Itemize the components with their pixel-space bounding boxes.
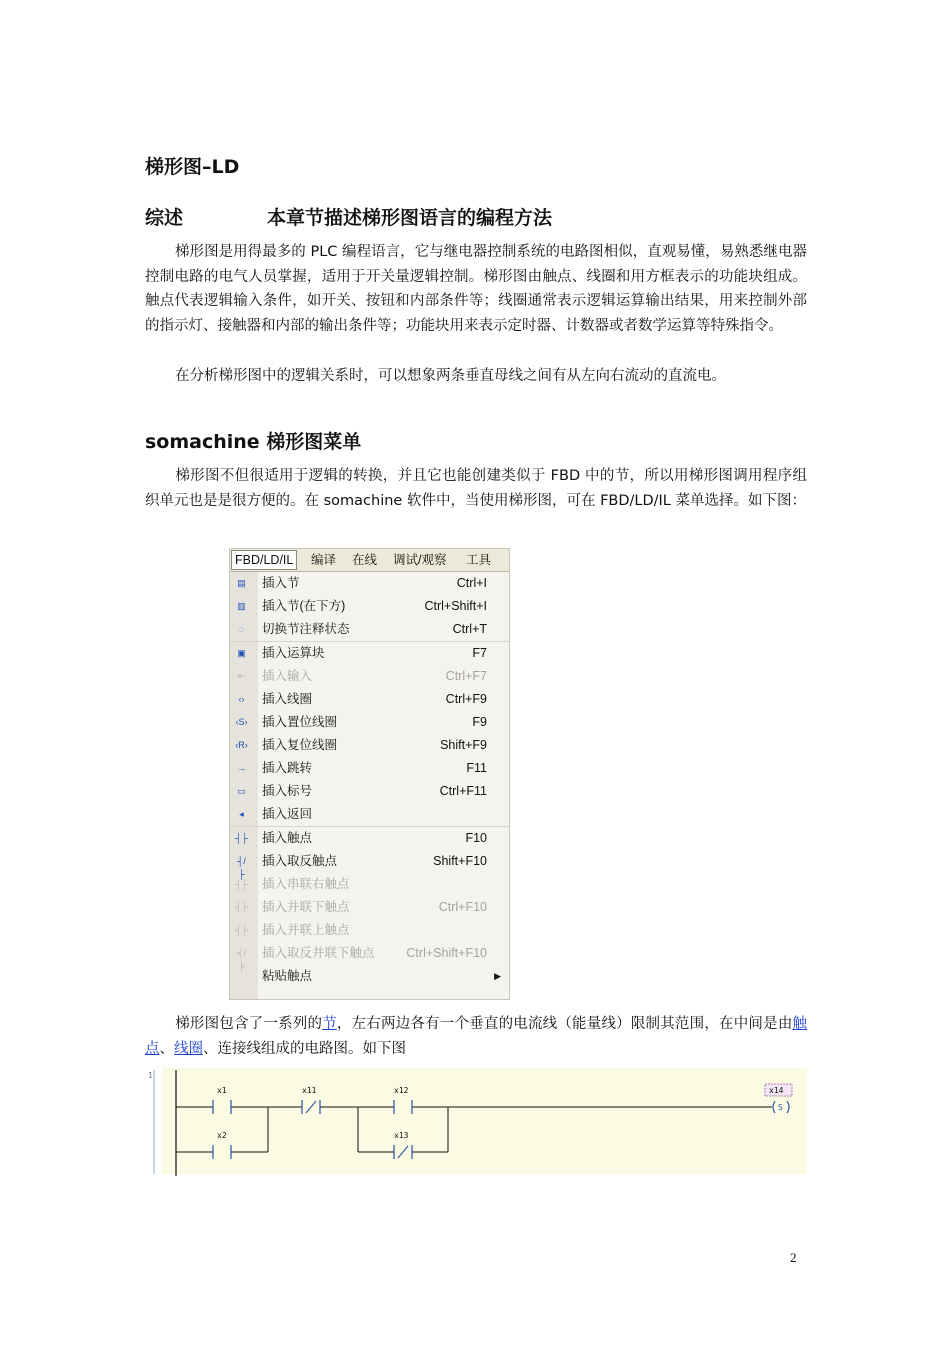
fbd-ld-il-menu-screenshot [229, 548, 510, 1000]
menu-item-shortcut: Ctrl+F7 [445, 669, 487, 683]
return-icon: ◂ [239, 809, 244, 819]
menu-item-label: 插入取反触点 [262, 854, 338, 868]
menu-item-label: 插入输入 [262, 669, 313, 683]
menu-item[interactable] [230, 595, 509, 618]
menu-item-label: 插入返回 [262, 807, 313, 821]
negated-parallel-icon: ╡/╞ [237, 948, 246, 971]
menu-item-shortcut: Ctrl+Shift+F10 [406, 946, 487, 960]
menu-item-shortcut: F9 [472, 715, 487, 729]
menu-item [230, 665, 509, 688]
current-text: 在分析梯形图中的逻辑关系时，可以想象两条垂直母线之间有从左向右流动的直流电。 [175, 368, 726, 384]
overview-heading [145, 203, 553, 230]
menu-item [230, 919, 509, 942]
series-contact-icon: ┤├ [235, 879, 248, 889]
insert-box-icon: ▣ [237, 648, 246, 658]
overview-label: 综述 [145, 207, 184, 229]
ladder-text-c: 、连接线组成的电路图。如下图 [203, 1040, 406, 1057]
intro-text: 梯形图是用得最多的 PLC 编程语言，它与继电器控制系统的电路图相似，直观易懂，易熟悉继电器控制电路的电气人员掌握，适用于开关量逻辑控制。梯形图由触点、线圈和用方框表示的功能块组成。触点代表逻辑输入条件，如开关、按钮和内部条件等；线圈通常表示逻辑运算输出结果，用来控制外部的指示灯、接触器和内部的输出条件等；功能块用来表示定时器、计数器或者数学运算等特殊指令。 [145, 244, 807, 334]
label-icon: ▭ [237, 786, 246, 796]
parallel-above-icon: ╡╞ [235, 925, 248, 935]
menu-online[interactable]: 在线 [352, 553, 378, 567]
ladder-background [162, 1068, 807, 1174]
menu-compile[interactable]: 编译 [311, 553, 337, 567]
ladder-svg [145, 1068, 807, 1178]
menu-item-label: 插入并联上触点 [262, 923, 350, 937]
menu-fbd-ld-il[interactable]: FBD/LD/IL [231, 550, 297, 570]
contact-label: x13 [394, 1131, 409, 1140]
set-coil-icon: ‹S› [235, 717, 248, 727]
menu-item-shortcut: Shift+F9 [440, 738, 487, 752]
page-title: 梯形图–LD [145, 156, 240, 178]
menu-item-label: 插入节 [262, 576, 300, 590]
menu-item[interactable] [230, 850, 509, 879]
menu-item-shortcut: F11 [466, 761, 487, 775]
menu-item-label: 插入线圈 [262, 692, 313, 706]
ladder-text-a: 梯形图包含了一系列的 [175, 1016, 323, 1032]
menu-item[interactable] [230, 757, 509, 780]
menu-item[interactable] [230, 688, 509, 711]
menu-bar [230, 549, 509, 572]
menu-item[interactable] [230, 780, 509, 803]
menu-item-label: 插入复位线圈 [262, 738, 338, 752]
menu-item-label: 插入运算块 [262, 646, 325, 660]
menu-item-label: 插入节(在下方) [262, 599, 346, 613]
menu-item[interactable] [230, 826, 509, 850]
contact-label: x2 [217, 1131, 227, 1140]
menu-item [230, 873, 509, 896]
menu-debug-watch[interactable]: 调试/观察 [393, 553, 447, 567]
coil-label: x14 [769, 1086, 784, 1095]
menu-list [230, 572, 509, 988]
coil-type-label: S [778, 1103, 783, 1112]
contact-label: x11 [302, 1086, 317, 1095]
page-number: 2 [790, 1250, 797, 1265]
rung-number: 1 [148, 1071, 153, 1080]
menu-item [230, 896, 509, 919]
contact-label: x1 [217, 1086, 227, 1095]
menu-item-shortcut: Ctrl+T [452, 622, 487, 636]
ladder-text-b: ，左右两边各有一个垂直的电流线（能量线）限制其范围，在中间是由 [336, 1016, 793, 1032]
jump-icon: → [237, 763, 246, 773]
menu-item-shortcut: F7 [472, 646, 487, 660]
parallel-below-icon: ╡╞ [235, 902, 248, 912]
insert-input-icon: ⇤ [237, 671, 246, 681]
coil-link[interactable]: 线圈 [174, 1040, 203, 1057]
menu-item-label: 插入串联右触点 [262, 877, 350, 891]
menu-item-shortcut: Ctrl+I [456, 576, 487, 590]
insert-network-icon: ▤ [237, 578, 246, 588]
menu-paragraph [145, 464, 807, 513]
ladder-paragraph [145, 1012, 807, 1061]
menu-item-label: 切换节注释状态 [262, 622, 350, 636]
menu-item-shortcut: Shift+F10 [433, 854, 487, 868]
menu-item-label: 插入置位线圈 [262, 715, 338, 729]
menu-item-label: 插入取反并联下触点 [262, 946, 375, 960]
menu-section-heading: somachine 梯形图菜单 [145, 431, 362, 453]
menu-item-label: 插入触点 [262, 831, 313, 845]
menu-item-shortcut: Ctrl+Shift+I [424, 599, 487, 613]
ladder-text-sep: 、 [159, 1040, 174, 1057]
menu-text: 梯形图不但很适用于逻辑的转换，并且它也能创建类似于 FBD 中的节，所以用梯形图调用程序组织单元也是是很方便的。在 somachine 软件中，当使用梯形图，可在 FBD/LD/IL 菜单选择。如下图： [145, 468, 807, 509]
menu-item-label: 插入并联下触点 [262, 900, 350, 914]
network-link[interactable]: 节 [322, 1016, 337, 1032]
menu-item-shortcut: Ctrl+F9 [445, 692, 487, 706]
menu-item[interactable] [230, 803, 509, 826]
current-paragraph [145, 364, 807, 389]
coil-icon: ‹› [238, 694, 245, 704]
contact-link[interactable]: 触点 [145, 1016, 808, 1057]
contact-label: x12 [394, 1086, 409, 1095]
menu-tools[interactable]: 工具 [466, 553, 492, 567]
menu-item-shortcut: Ctrl+F10 [438, 900, 487, 914]
menu-item[interactable] [230, 965, 509, 988]
menu-item-label: 粘贴触点 [262, 969, 313, 983]
menu-item [230, 942, 509, 971]
negated-contact-icon: ┤/├ [237, 856, 246, 879]
overview-subtitle: 本章节描述梯形图语言的编程方法 [267, 207, 553, 229]
menu-item-label: 插入跳转 [262, 761, 313, 775]
menu-item-label: 插入标号 [262, 784, 313, 798]
menu-item[interactable] [230, 734, 509, 757]
menu-item[interactable] [230, 618, 509, 641]
contact-icon: ┤├ [235, 833, 248, 843]
menu-item-shortcut: F10 [465, 831, 487, 845]
menu-item[interactable] [230, 572, 509, 595]
reset-coil-icon: ‹R› [235, 740, 248, 750]
menu-item[interactable] [230, 711, 509, 734]
submenu-arrow-icon: ▶ [494, 971, 501, 981]
menu-item[interactable] [230, 641, 509, 665]
insert-network-below-icon: ▥ [237, 601, 246, 611]
toggle-comment-icon: ◌ [238, 624, 245, 634]
intro-paragraph [145, 240, 807, 338]
menu-item-shortcut: Ctrl+F11 [439, 784, 487, 798]
ladder-diagram [145, 1068, 807, 1178]
